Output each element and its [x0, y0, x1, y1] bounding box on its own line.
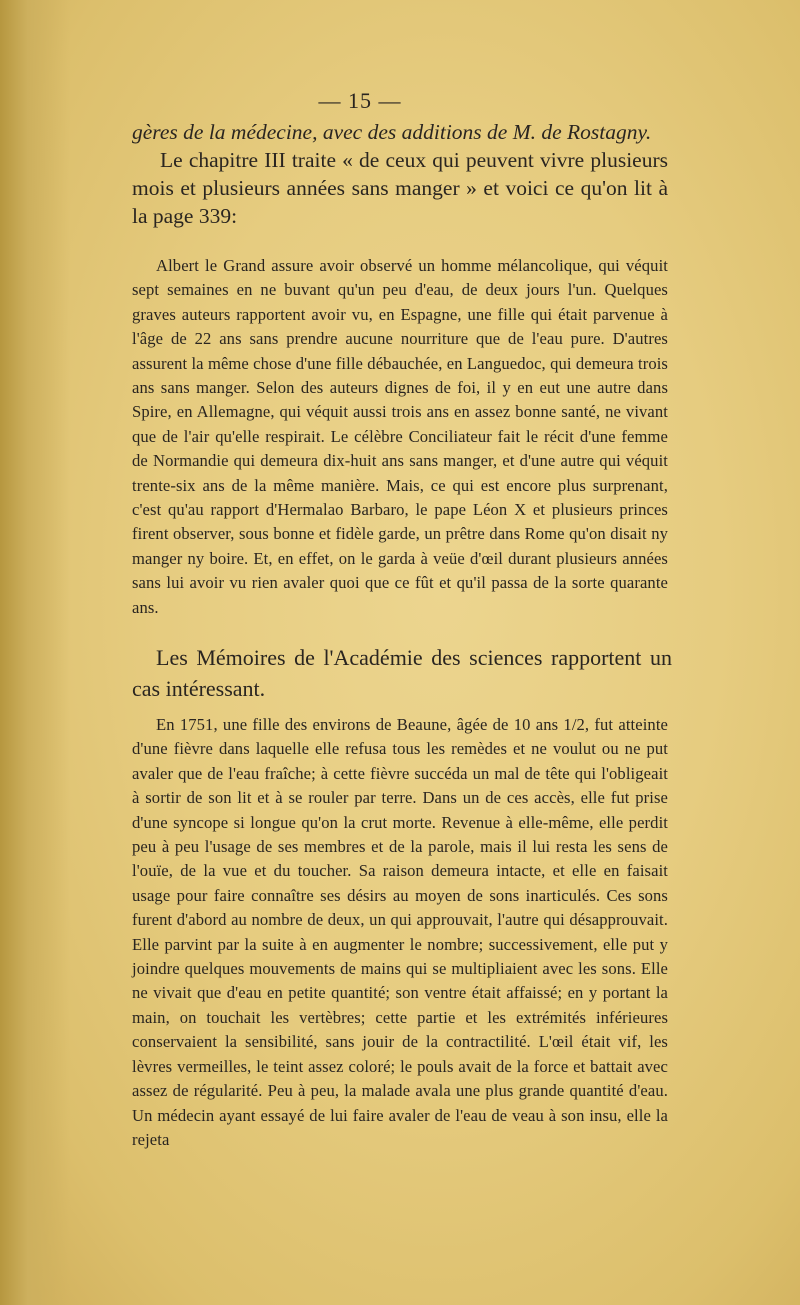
section-heading-text: Les Mémoires de l'Académie des sciences rapportent un cas intéressant.	[132, 645, 672, 701]
quoted-passage-1-text: Albert le Grand assure avoir observé un homme mélancolique, qui véquit sept semaines en ne buvant qu'un peu d'eau, de deux jours l'un. Quelques graves auteurs rapportent avoir vu, en Espagne, une fille qui était parvenue à l'âge de 22 ans sans prendre aucune nourriture que de l'eau pure. D'autres assurent la même chose d'une fille débauchée, en Languedoc, qui demeura trois ans sans manger. Selon des auteurs dignes de foi, il y en eut une autre dans Spire, en Allemagne, qui véquit aussi trois ans en assez bonne santé, ne vivant que de l'air qu'elle respirait. Le célèbre Conciliateur fait le récit d'une femme de Normandie qui demeura dix-huit ans sans manger, et d'une autre qui véquit trente-six ans de la même manière. Mais, ce qui est encore plus surprenant, c'est qu'au rapport d'Hermalao Barbaro, le pape Léon X et plusieurs princes firent observer, sous bonne et fidèle garde, un prêtre dans Rome qu'on disait ny manger ny boire. Et, en effet, on le garda à veüe d'œil durant plusieurs années sans lui avoir vu rien avaler quoi que ce fût et qu'il passa de la sorte quarante ans.	[132, 256, 668, 617]
quoted-passage-2	[132, 713, 668, 1152]
quoted-passage-2-text: En 1751, une fille des environs de Beaune, âgée de 10 ans 1/2, fut atteinte d'une fièvre dans laquelle elle refusa tous les remèdes et ne voulut ou ne put avaler que de l'eau fraîche; à cette fièvre succéda un mal de tête qui l'obligeait à sortir de son lit et à se rouler par terre. Dans un de ces accès, elle fut prise d'une syncope si longue qu'on la crut morte. Revenue à elle-même, elle perdit peu à peu l'usage de ses membres et de la parole, mais il lui resta les sens de l'ouïe, de la vue et du toucher. Sa raison demeura intacte, et elle en faisait usage pour faire connaître ses désirs au moyen de sons inarticulés. Ces sons furent d'abord au nombre de deux, un qui approuvait, l'autre qui désapprouvait. Elle parvint par la suite à en augmenter le nombre; successivement, elle put y joindre quelques mouvements de mains qui se multipliaient avec les sons. Elle ne vivait que d'eau en petite quantité; son ventre était affaissé; en y portant la main, on touchait les vertèbres; cette partie et les extrémités inférieures conservaient la sensibilité, sans jouir de la contractilité. L'œil était vif, les lèvres vermeilles, le teint assez coloré; le pouls avait de la force et battait avec assez de régularité. Peu à peu, la malade avala une plus grande quantité d'eau. Un médecin ayant essayé de lui faire avaler de l'eau de veau à son insu, elle la rejeta	[132, 715, 668, 1149]
lead-paragraph	[132, 118, 668, 230]
section-heading	[132, 642, 672, 704]
quoted-passage-1	[132, 254, 668, 620]
book-title-continuation: gères de la médecine, avec des additions de M. de Rostagny.	[132, 120, 652, 144]
lead-text: Le chapitre III traite « de ceux qui peuvent vivre plusieurs mois et plusieurs années sans manger » et voici ce qu'on lit à la page 339:	[132, 148, 668, 228]
page-edge-shadow	[0, 0, 70, 1305]
page-number: — 15 —	[318, 88, 402, 113]
